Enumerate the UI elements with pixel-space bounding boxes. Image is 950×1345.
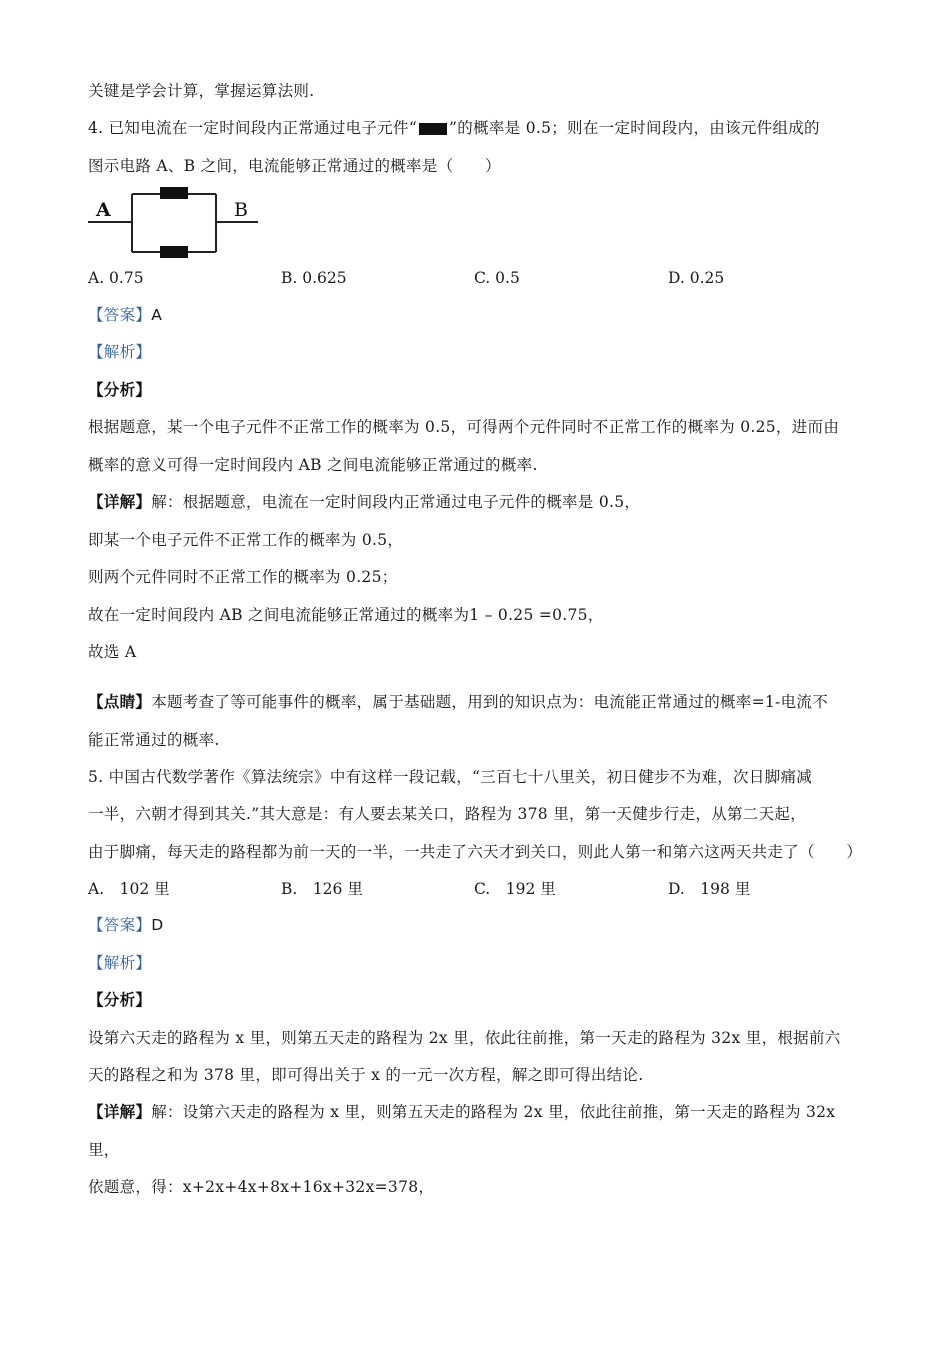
fenxi-tag: 【分析】 xyxy=(88,380,152,399)
detail-line: 即某一个电子元件不正常工作的概率为 0.5， xyxy=(88,531,404,549)
fenxi-tag: 【分析】 xyxy=(88,990,152,1009)
detail-tag: 【详解】 xyxy=(88,1102,152,1121)
question-4-option-c: C. 0.5 xyxy=(474,269,520,287)
resistor-top-icon xyxy=(160,187,188,199)
detail-tag: 【详解】 xyxy=(88,492,152,511)
label-b: B xyxy=(234,199,248,221)
question-4-line-2: 图示电路 A、B 之间，电流能够正常通过的概率是（ ） xyxy=(88,157,501,175)
question-4-option-a: A. 0.75 xyxy=(88,269,144,287)
question-4-option-b: B. 0.625 xyxy=(281,269,347,287)
question-4-line-1 xyxy=(88,117,864,139)
answer-tag: 【答案】 xyxy=(88,306,152,324)
comment-line xyxy=(88,691,864,713)
resistor-bottom-icon xyxy=(160,246,188,258)
label-a: A xyxy=(96,199,111,221)
detail-line: 则两个元件同时不正常工作的概率为 0.25； xyxy=(88,568,398,586)
question-4-option-d: D. 0.25 xyxy=(668,269,725,287)
analysis-line: 根据题意，某一个电子元件不正常工作的概率为 0.5，可得两个元件同时不正常工作的概率为 0.25，进而由 xyxy=(88,418,840,436)
comment-tag: 【点睛】 xyxy=(88,692,152,711)
detail-line xyxy=(88,491,864,513)
question-5-option-c: C. 192 里 xyxy=(474,880,556,898)
analysis-line: 概率的意义可得一定时间段内 AB 之间电流能够正常通过的概率. xyxy=(88,456,538,474)
jiexi-tag: 【解析】 xyxy=(88,954,152,972)
detail-line: 故选 A xyxy=(88,643,137,661)
circuit-diagram xyxy=(86,186,261,262)
jiexi-tag: 【解析】 xyxy=(88,343,152,361)
detail-text: 解：根据题意，电流在一定时间段内正常通过电子元件的概率是 0.5， xyxy=(151,493,641,511)
question-5-option-b: B. 126 里 xyxy=(281,880,363,898)
detail-text: 解：设第六天走的路程为 x 里，则第五天走的路程为 2x 里，依此往前推，第一天走的路程为 32x xyxy=(151,1103,836,1121)
resistor-symbol-icon xyxy=(419,123,447,135)
detail-line xyxy=(88,1101,864,1123)
detail-line: 里， xyxy=(88,1141,120,1159)
text-line: 关键是学会计算，掌握运算法则. xyxy=(88,82,315,100)
analysis-line: 设第六天走的路程为 x 里，则第五天走的路程为 2x 里，依此往前推，第一天走的路程为 32x 里，根据前六 xyxy=(88,1029,841,1047)
question-5-line-1: 5. 中国古代数学著作《算法统宗》中有这样一段记载，“三百七十八里关，初日健步不为难，次日脚痛减 xyxy=(88,768,813,786)
answer-value: D xyxy=(151,916,164,934)
answer-line xyxy=(88,304,864,326)
question-5-option-a: A. 102 里 xyxy=(88,880,170,898)
detail-line: 依题意，得：x+2x+4x+8x+16x+32x=378， xyxy=(88,1178,435,1196)
question-5-option-d: D. 198 里 xyxy=(668,880,751,898)
question-4-text: 4. 已知电流在一定时间段内正常通过电子元件“ xyxy=(88,119,418,137)
answer-value: A xyxy=(151,306,163,324)
comment-text: 本题考查了等可能事件的概率，属于基础题，用到的知识点为：电流能正常通过的概率=1-电流不 xyxy=(151,693,828,711)
comment-line: 能正常通过的概率. xyxy=(88,731,220,749)
analysis-line: 天的路程之和为 378 里，即可得出关于 x 的一元一次方程，解之即可得出结论. xyxy=(88,1066,644,1084)
answer-tag: 【答案】 xyxy=(88,916,152,934)
question-5-line-2: 一半，六朝才得到其关.”其大意是：有人要去某关口，路程为 378 里，第一天健步行走，从第二天起， xyxy=(88,805,806,823)
question-4-text: ”的概率是 0.5；则在一定时间段内，由该元件组成的 xyxy=(449,119,820,137)
detail-line: 故在一定时间段内 AB 之间电流能够正常通过的概率为1 – 0.25 =0.75， xyxy=(88,606,604,624)
question-5-line-3: 由于脚痛，每天走的路程都为前一天的一半，一共走了六天才到关口，则此人第一和第六这两天共走了（ ） xyxy=(88,843,863,861)
answer-line xyxy=(88,914,864,936)
